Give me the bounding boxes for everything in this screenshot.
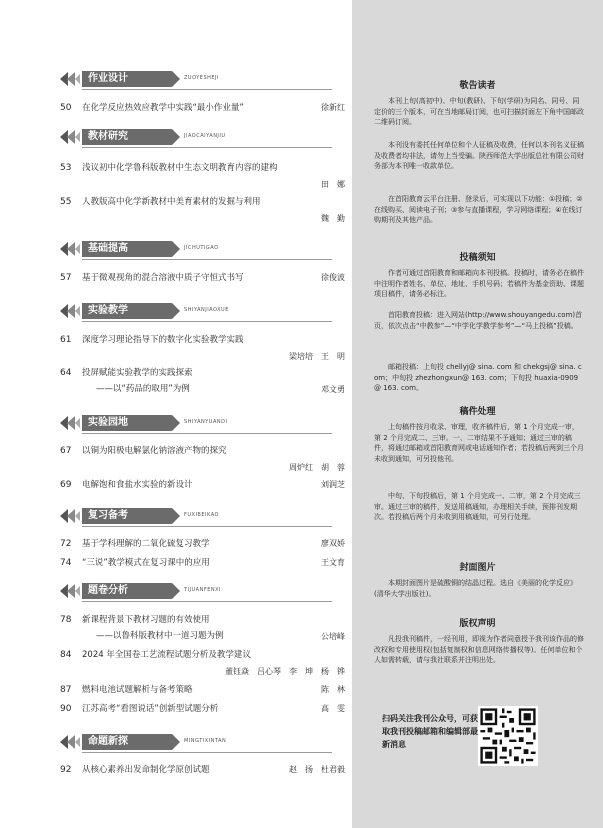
arrows-icon [60,72,80,86]
section-title: 题卷分析 [82,583,172,599]
arrows-icon [60,509,80,523]
submit-paragraph: 首阳教育投稿：进入网站(http://www.shouyangedu.com)首页，依次点击“中教参”—“中学化学教学参考”—“马上投稿”投稿。 [374,311,583,330]
submit-paragraph: 作者可通过首阳教育和邮箱向本刊投稿。投稿时，请务必在稿件中注明作者姓名、单位、地址、手机号码；若稿件为基金资助、课题项目稿件，请务必标注。 [374,269,584,299]
author: 田 娜 [321,180,345,189]
section-pinyin: TIJUANFENXI [184,587,221,593]
page-number: 55 [60,197,72,207]
section-header [60,507,340,525]
section-title: 教材研究 [82,129,172,145]
section-title: 复习备考 [82,508,172,524]
divider [82,601,332,602]
author: 陈 林 [321,685,345,694]
author: 公培峰 [321,632,345,641]
section-pinyin: SHIYANJIAOXUE [184,307,229,313]
section-title: 作业设计 [82,71,172,87]
page-number: 69 [60,480,72,490]
article-title: 投屏赋能实验教学的实践探索 [82,368,193,378]
arrows-icon [60,584,80,598]
author: 廖双娇 [321,539,345,548]
section-title: 基础提高 [82,241,172,257]
divider [82,526,332,527]
divider [82,89,332,90]
submit-title: 投稿须知 [459,253,496,263]
qr-code-icon[interactable] [478,706,538,766]
page-number: 74 [60,558,72,568]
section-header [60,128,340,146]
article-title: 以铜为阳极电解氯化钠溶液产物的探究 [82,446,227,456]
notice-title: 敬告读者 [459,81,496,91]
author: 徐新红 [321,103,345,112]
page-number: 90 [60,704,72,714]
submit-paragraph: 邮箱投稿：上旬投 chellyj@ sina. com 和 chekgsj@ sina. com；中旬投 zhezhongxun@ 163. com；下旬投 huaxia-0909@ 163. com。 [374,363,582,393]
article-title: 浅议初中化学鲁科版教材中生态文明教育内容的建构 [82,163,278,173]
cover-title: 封面图片 [459,563,496,573]
divider [82,147,332,148]
article-title: “三说”教学模式在复习课中的应用 [82,558,210,568]
page-number: 61 [60,335,72,345]
article-title: 江苏高考“看图说话”创新型试题分析 [82,704,219,714]
process-paragraph: 上旬稿件按月收录、审理，收齐稿件后，第 1 个月完成一审，第 2 个月完成二、三审。一、二审结果不予通知；通过三审的稿件，将通过邮箱或首阳教育网或电话通知作者；若投稿后两到三个月未收到通知，可另投他刊。 [374,423,584,463]
notice-panel [352,0,603,828]
page-number: 87 [60,685,72,695]
page-number: 67 [60,446,72,456]
section-header [60,70,340,88]
divider [82,752,332,753]
divider [82,259,332,260]
copyright-paragraph: 凡投我刊稿件，一经刊用，即视为作者同意授予我刊该作品的修改权和专用使用权(包括复制权和信息网络传播权等)。任何单位和个人如需转载，请与我社联系并注明出处。 [374,635,584,665]
page-number: 50 [60,103,72,113]
notice-paragraph: 在首阳教育云平台注册、登录后，可实现以下功能：①投稿；②在线购买、阅读电子刊；③参与直播课程，学习网络课程；④在线订购期刊及其他产品。 [374,195,583,225]
cover-paragraph: 本期封面图片是硫酸铜的结晶过程。选自《美丽的化学反应》(清华大学出版社)。 [374,579,577,598]
author: 邓文勇 [321,385,345,394]
section-title: 实验教学 [82,303,172,319]
page-number: 53 [60,163,72,173]
article-title: 深度学习理论指导下的数字化实验教学实践 [82,335,244,345]
copyright-title: 版权声明 [459,619,496,629]
author: 周炉红 胡 蓉 [289,463,345,472]
page-number: 84 [60,650,72,660]
notice-paragraph: 本刊没有委托任何单位和个人征稿及收费，任何以本刊名义征稿及收费者均非法，请勿上当受骗。陕西师范大学出版总社有限公司财务部为本刊唯一收款单位。 [374,141,584,171]
author: 梁培培 王 明 [289,352,345,361]
section-pinyin: MINGTIXINTAN [184,738,227,744]
author: 王文育 [321,558,345,567]
article-title: 电解饱和食盐水实验的新设计 [82,480,193,490]
article-title: 2024 年全国卷工艺流程试题分析及教学建议 [82,650,251,660]
arrows-icon [60,735,80,749]
section-header [60,414,340,432]
qr-caption: 扫码关注我刊公众号，可获取我刊投稿邮箱和编辑部最新消息 [382,714,478,749]
author: 董钰焱 吕心琴 李 坤 杨 铧 [225,667,345,676]
section-pinyin: JICHUTIGAO [184,245,219,251]
section-header [60,302,340,320]
author: 高 雯 [321,704,345,713]
author: 赵 扬 杜君毅 [289,765,345,774]
section-header [60,240,340,258]
section-pinyin: ZUOYESHEJI [184,75,220,81]
arrows-icon [60,242,80,256]
article-title: 燃料电池试题解析与备考策略 [82,685,193,695]
page-number: 57 [60,273,72,283]
article-title: 从核心素养出发命制化学原创试题 [82,765,210,775]
section-pinyin: SHIYANYUANDI [184,419,228,425]
author: 徐俊波 [321,273,345,282]
page-number: 64 [60,368,72,378]
article-title: 基于微观视角的混合溶液中质子守恒式书写 [82,273,244,283]
notice-paragraph: 本刊上旬(高初中)、中旬(教研)、下旬(学研)为同名、同号、同定价的三个版本，可在当地邮局订阅，也可扫描封面左下角中国邮政二维码订阅。 [374,97,584,127]
page-number: 72 [60,539,72,549]
section-pinyin: JIAOCAIYANJIU [184,133,226,139]
process-title: 稿件处理 [459,407,496,417]
section-pinyin: FUXIBEIKAO [184,512,219,518]
article-subtitle: ——以鲁科版教材中一道习题为例 [96,631,224,641]
section-header [60,733,340,751]
author: 魏 勤 [321,214,345,223]
author: 刘润芝 [321,480,345,489]
section-title: 实验园地 [82,415,172,431]
page-number: 92 [60,765,72,775]
process-paragraph: 中旬、下旬投稿后，第 1 个月完成一、二审，第 2 个月完成三审。通过三审的稿件，发送用稿通知，办理相关手续，预排刊发期次。若投稿后两个月未收到用稿通知，可另行处理。 [374,492,581,522]
arrows-icon [60,416,80,430]
article-title: 基于学科理解的二氧化硫复习教学 [82,539,210,549]
article-title: 在化学反应热效应教学中实践“最小作业量” [82,103,244,113]
article-title: 新课程背景下教材习题的有效使用 [82,615,210,625]
article-title: 人教版高中化学新教材中美育素材的发掘与利用 [82,197,261,207]
arrows-icon [60,130,80,144]
page-number: 78 [60,615,72,625]
divider [82,433,332,434]
arrows-icon [60,304,80,318]
article-subtitle: ——以“药品的取用”为例 [96,384,190,394]
section-title: 命题新探 [82,734,172,750]
divider [82,321,332,322]
section-header [60,582,340,600]
